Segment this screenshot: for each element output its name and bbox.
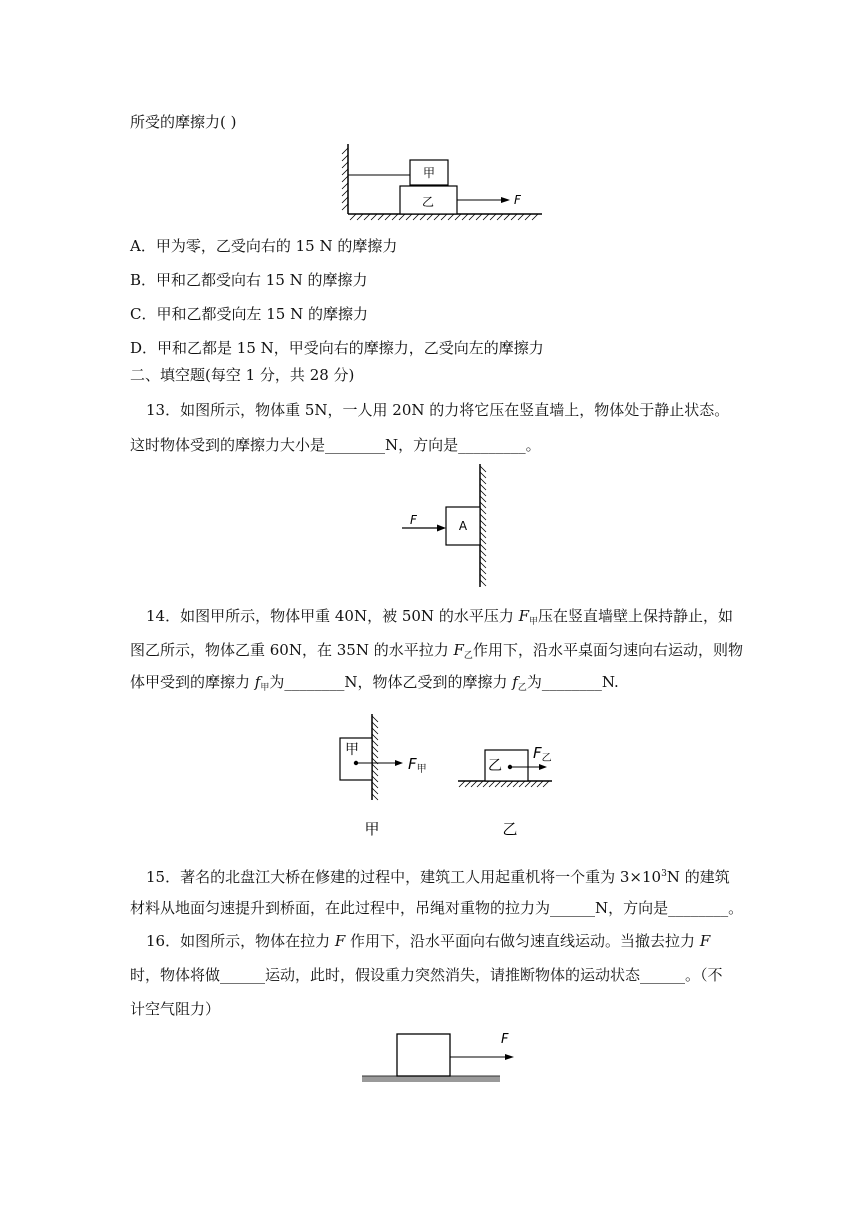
- force-arrow-head: [501, 197, 510, 203]
- q12-option-b: B．甲和乙都受向右 15 N 的摩擦力: [130, 271, 368, 289]
- force-label: F: [410, 513, 417, 527]
- q13-line2: 这时物体受到的摩擦力大小是________N，方向是_________。: [130, 436, 541, 454]
- q14-diagram: [334, 710, 574, 840]
- q16-line3: 计空气阻力）: [130, 1000, 221, 1018]
- force-arrow-head: [505, 1054, 514, 1060]
- q15-line1: 15．著名的北盘江大桥在修建的过程中，建筑工人用起重机将一个重为 $3\times 10^3N$ 的建筑: [146, 868, 730, 886]
- wall-hatch: [480, 466, 486, 586]
- force-label: F: [501, 1032, 509, 1047]
- force-arrow-head: [437, 525, 446, 532]
- block-yi-label: 乙: [488, 758, 502, 774]
- q13-figure: [396, 462, 496, 590]
- q14-line1: 14．如图甲所示，物体甲重 40N，被 50N 的水平压力 $F_甲$压在竖直墙壁上保持静止，如: [146, 607, 734, 627]
- floor-hatch: [350, 214, 538, 220]
- force-yi-label: $F_乙$: [533, 744, 552, 764]
- block: [397, 1034, 450, 1076]
- block-yi-label: 乙: [421, 195, 435, 209]
- q13-line1: 13．如图所示，物体重 5N，一人用 20N 的力将它压在竖直墙上，物体处于静止状态。: [146, 401, 730, 419]
- q12-stem-tail: 所受的摩擦力( ): [130, 113, 237, 131]
- force-jia-label: $F_甲$: [408, 755, 427, 775]
- q14-line3: 体甲受到的摩擦力 $f_甲$为________N，物体乙受到的摩擦力 $f_乙$为________N.: [130, 673, 619, 693]
- wall-hatch: [372, 716, 378, 800]
- section-title: 二、填空题(每空 1 分，共 28 分): [130, 366, 355, 384]
- force-label: F: [514, 193, 521, 207]
- q13-diagram: [396, 462, 496, 590]
- q16-figure: [360, 1026, 524, 1086]
- caption-yi: 乙: [502, 820, 518, 838]
- force-arrow-jia-head: [395, 760, 403, 766]
- block-a-label: A: [458, 519, 468, 533]
- q16-diagram: [360, 1026, 524, 1086]
- q15-line2: 材料从地面匀速提升到桥面，在此过程中，吊绳对重物的拉力为______N，方向是________。: [130, 899, 744, 917]
- q14-figure: [334, 710, 574, 840]
- block-jia-label: 甲: [345, 742, 359, 758]
- q12-option-c: C．甲和乙都受向左 15 N 的摩擦力: [130, 305, 368, 323]
- q16-line2: 时，物体将做______运动，此时，假设重力突然消失，请推断物体的运动状态______。（不: [130, 966, 723, 984]
- q12-option-a: A．甲为零，乙受向右的 15 N 的摩擦力: [130, 237, 398, 255]
- q12-option-d: D．甲和乙都是 15 N，甲受向右的摩擦力，乙受向左的摩擦力: [130, 339, 544, 357]
- floor-hatch: [459, 781, 549, 787]
- q12-figure: [336, 138, 552, 224]
- q14-line2: 图乙所示，物体乙重 60N，在 35N 的水平拉力 $F_乙$作用下，沿水平桌面匀速向右运动，则物: [130, 641, 743, 661]
- ground: [362, 1076, 500, 1082]
- q12-diagram: [336, 138, 552, 224]
- block-jia-label: 甲: [422, 166, 436, 180]
- q16-line1: 16．如图所示，物体在拉力 F 作用下，沿水平面向右做匀速直线运动。当撤去拉力 F: [146, 932, 711, 950]
- caption-jia: 甲: [364, 820, 380, 838]
- force-arrow-yi-head: [539, 764, 547, 770]
- wall-hatch: [342, 148, 348, 210]
